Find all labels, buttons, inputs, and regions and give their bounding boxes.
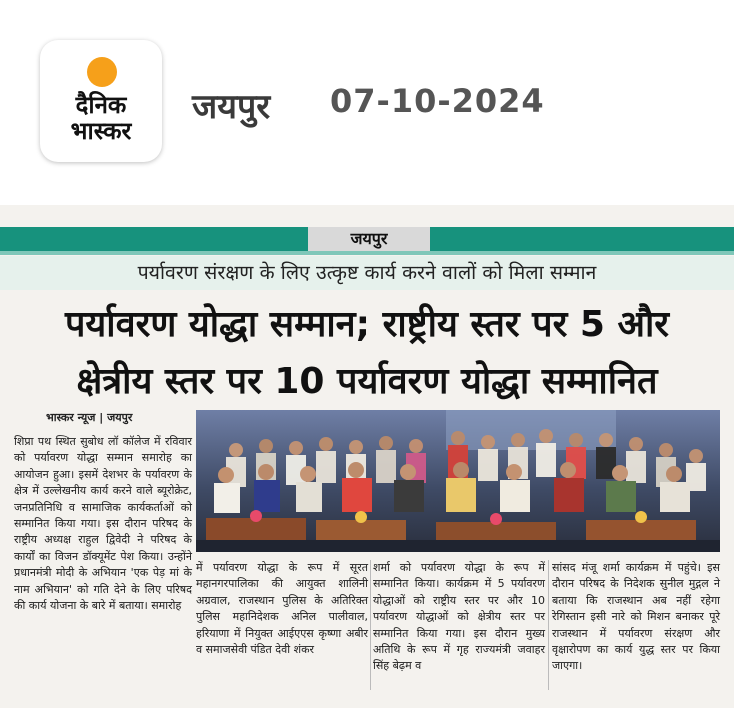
column-divider	[548, 560, 549, 690]
byline: भास्कर न्यूज | जयपुर	[46, 411, 133, 424]
headline-line1: पर्यावरण योद्धा सम्मान; राष्ट्रीय स्तर पर 5 और	[64, 304, 670, 345]
column-divider	[370, 560, 371, 690]
ceremony-photo	[196, 410, 720, 552]
article-kicker: पर्यावरण संरक्षण के लिए उत्कृष्ट कार्य करने वालों को मिला सम्मान	[0, 256, 734, 290]
logo-text-line1: दैनिक	[75, 91, 127, 119]
headline-line2: क्षेत्रीय स्तर पर 10 पर्यावरण योद्धा सम्मानित	[76, 361, 658, 402]
article-column-4: सांसद मंजू शर्मा कार्यक्रम में पहुंचे। इस दौरान परिषद के निदेशक सुनील मुद्गल ने बताया कि राजस्थान अब नहीं रहेगा रेगिस्तान इसी नारे को मिशन बनाकर पूरे राजस्थान में पर्यावरण संरक्षण और वृक्षारोपण का कार्य युद्ध स्तर पर किया जाएगा।	[552, 561, 720, 673]
edition-date: 07-10-2024	[330, 82, 545, 120]
logo-text-line2: भास्कर	[70, 117, 132, 145]
section-tag: जयपुर	[308, 227, 430, 251]
edition-city: जयपुर	[192, 87, 271, 127]
article-column-3: शर्मा को पर्यावरण योद्धा के रूप में सम्मानित किया। कार्यक्रम में 5 पर्यावरण योद्धाओं को राष्ट्रीय स्तर पर और 10 पर्यावरण योद्धाओं को क्षेत्रीय स्तर पर सम्मानित किया गया। इस दौरान मुख्य अतिथि के रूप में गृह राज्यमंत्री जवाहर सिंह बेढ़म व	[373, 561, 545, 673]
dainik-bhaskar-logo[interactable]	[40, 40, 162, 162]
article-column-1: शिप्रा पथ स्थित सुबोध लॉ कॉलेज में रविवार को पर्यावरण योद्धा सम्मान समारोह का आयोजन हुआ। इसमें देशभर के पर्यावरण के क्षेत्र में उल्लेखनीय कार्य करने वाले ब्यूरोक्रेट, जनप्रतिनिधि व सामाजिक कार्यकर्ताओं को सम्मानित किया गया। इस दौरान परिषद के राष्ट्रीय अध्यक्ष राहुल द्विवेदी ने परिषद के कार्यों का विजन डॉक्यूमेंट पेश किया। उन्होंने प्रधानमंत्री मोदी के अभियान 'एक पेड़ मां के नाम अभियान' को गति देने के लिए परिषद की कार्य योजना के बारे में बताया। समारोह	[14, 435, 192, 613]
article-column-2: में पर्यावरण योद्धा के रूप में सूरत महानगरपालिका की आयुक्त शालिनी अग्रवाल, राजस्थान पुलिस के अतिरिक्त पुलिस महानिदेशक अनिल पालीवाल, हरियाणा में नियुक्त आईएएस कृष्णा अबीर व समाजसेवी पंडित देवी शंकर	[196, 561, 368, 657]
app-header	[0, 0, 734, 205]
group-photo-illustration	[196, 410, 720, 552]
section-bar-shadow	[0, 251, 734, 255]
sun-icon	[87, 57, 117, 87]
